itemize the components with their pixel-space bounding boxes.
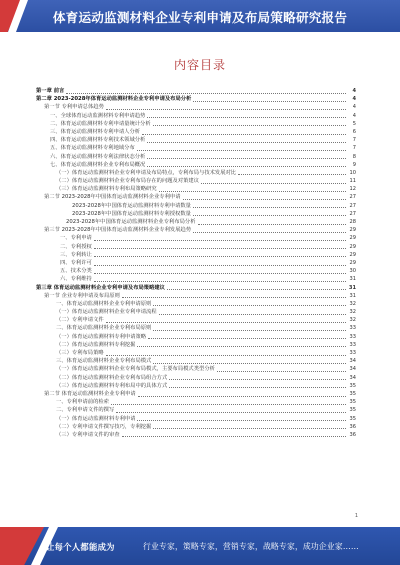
toc-leader-dots (153, 330, 346, 331)
toc-entry[interactable] (36, 136, 356, 144)
toc-entry[interactable] (36, 390, 356, 398)
toc-leader-dots (94, 265, 346, 266)
toc-entry-page: 29 (349, 259, 356, 266)
toc-entry-page: 32 (349, 309, 356, 316)
toc-entry-page: 27 (349, 194, 356, 201)
toc-entry-label: （三）体育运动监测材料专利布局策略研究 (56, 186, 157, 193)
table-of-contents (36, 87, 356, 439)
toc-entry[interactable] (36, 202, 356, 210)
toc-entry[interactable] (36, 251, 356, 259)
toc-heading: 内容目录 (173, 58, 226, 72)
toc-entry-label: 二、体育运动监测材料企业专利布局原则 (56, 325, 152, 332)
toc-entry-label: （二）专利申请文件撰写技巧，专利挖掘 (56, 423, 152, 430)
toc-entry-page: 4 (352, 96, 356, 103)
toc-leader-dots (159, 191, 346, 192)
toc-leader-dots (167, 289, 346, 290)
toc-entry-label: 二、体育运动监测材料专利申请量统计分析 (50, 120, 151, 127)
toc-entry[interactable] (36, 103, 356, 111)
toc-leader-dots (147, 117, 346, 118)
toc-entry-page: 31 (349, 276, 356, 283)
toc-leader-dots (106, 355, 346, 356)
toc-entry[interactable] (36, 259, 356, 267)
toc-entry[interactable] (36, 316, 356, 324)
toc-entry[interactable] (36, 243, 356, 251)
toc-leader-dots (137, 150, 346, 151)
toc-entry[interactable] (36, 415, 356, 423)
toc-entry-label: 一、专利申请前的检索 (56, 399, 109, 406)
toc-leader-dots (94, 256, 346, 257)
toc-entry-page: 27 (349, 210, 356, 217)
toc-leader-dots (147, 142, 346, 143)
toc-entry[interactable] (36, 120, 356, 128)
toc-entry-label: 二、专利授权 (60, 243, 92, 250)
toc-entry-page: 34 (349, 366, 356, 373)
toc-entry[interactable] (36, 226, 356, 234)
toc-entry[interactable] (36, 300, 356, 308)
toc-entry-label: 第二章 2023-2028年体育运动监测材料企业专利申请及布局分析 (36, 96, 192, 103)
toc-leader-dots (148, 338, 346, 339)
footer-slogan: 让每个人都能成为 (46, 542, 115, 552)
toc-entry[interactable] (36, 292, 356, 300)
page-number: 1 (354, 513, 358, 519)
toc-entry-page: 35 (349, 407, 356, 414)
toc-entry-page: 36 (349, 423, 356, 430)
toc-entry-label: 2023-2028年中国体育运动监测材料专利授权数量 (72, 210, 191, 217)
toc-leader-dots (153, 363, 346, 364)
toc-entry-label: 四、专利许可 (60, 259, 92, 266)
toc-entry-page: 29 (349, 251, 356, 258)
toc-entry-page: 28 (349, 219, 356, 225)
toc-entry[interactable] (36, 144, 356, 152)
toc-entry-label: （二）体育运动监测材料企业专利布局组合方式 (56, 374, 168, 381)
toc-entry-page: 32 (349, 300, 356, 307)
toc-entry[interactable] (36, 177, 356, 185)
toc-entry-label: （一）体育运动监测材料专利申请 (56, 415, 136, 422)
toc-leader-dots (183, 199, 347, 200)
toc-entry-page: 4 (352, 104, 356, 111)
toc-entry[interactable] (36, 153, 356, 161)
toc-entry-page: 35 (349, 390, 356, 397)
toc-entry-label: 二、专利申请文件的撰写 (56, 407, 115, 414)
toc-entry-page: 33 (349, 325, 356, 332)
toc-leader-dots (106, 109, 346, 110)
toc-leader-dots (217, 371, 346, 372)
toc-entry-label: 一、专利申请 (60, 235, 92, 242)
toc-entry[interactable] (36, 308, 356, 316)
toc-entry-page: 31 (348, 284, 356, 291)
toc-leader-dots (238, 174, 346, 175)
toc-entry-label: （一）体育运动监测材料企业专利申请及布局特点，专利布局与技术发展对比 (56, 169, 237, 176)
toc-leader-dots (193, 215, 346, 216)
toc-leader-dots (193, 101, 346, 102)
toc-entry-page: 8 (352, 153, 356, 160)
toc-leader-dots (94, 240, 346, 241)
toc-entry-label: 六、体育运动监测材料专利法律状态分析 (50, 153, 146, 160)
toc-entry-page: 11 (349, 178, 356, 185)
toc-entry-page: 32 (349, 317, 356, 324)
toc-entry[interactable] (36, 365, 356, 373)
toc-entry-page: 4 (352, 112, 356, 119)
footer-tagline: 行业专家，策略专家，营销专家，战略专家，成功企业家…… (143, 542, 359, 551)
toc-entry-label: 五、体育运动监测材料专利地域分布 (50, 145, 135, 152)
toc-entry-label: 2023-2028年中国体育运动监测材料企业专利布局分析 (66, 219, 196, 225)
toc-leader-dots (94, 281, 346, 282)
toc-entry-label: 一、全球体育运动监测材料专利申请趋势 (50, 112, 146, 119)
report-header-banner (0, 0, 400, 32)
toc-entry[interactable] (36, 234, 356, 242)
toc-entry-label: （一）体育运动监测材料企业专利申请流程 (56, 309, 157, 316)
toc-entry-label: 第三章 体育运动监测材料企业专利申请及布局策略建议 (36, 284, 165, 291)
toc-entry-label: 第一章 前言 (36, 88, 65, 94)
toc-entry-page: 6 (352, 128, 356, 135)
report-title: 体育运动监测材料企业专利申请及布局策略研究报告 (52, 10, 348, 25)
toc-entry[interactable] (36, 275, 356, 283)
toc-entry-page: 7 (352, 137, 356, 144)
toc-leader-dots (138, 396, 346, 397)
toc-leader-dots (153, 305, 346, 306)
toc-entry[interactable] (36, 210, 356, 218)
toc-leader-dots (111, 404, 346, 405)
toc-leader-dots (201, 183, 346, 184)
toc-leader-dots (193, 232, 346, 233)
toc-entry-page: 5 (352, 120, 356, 127)
toc-entry[interactable] (36, 349, 356, 357)
toc-entry-label: 三、体育运动监测材料企业专利布局模式 (56, 358, 152, 365)
toc-leader-dots (147, 158, 346, 159)
toc-entry[interactable] (36, 357, 356, 365)
toc-entry-page: 35 (349, 399, 356, 406)
toc-entry-page: 34 (349, 358, 356, 365)
toc-entry-page: 33 (349, 341, 356, 348)
toc-entry-label: 2023-2028年中国体育运动监测材料专利申请数量 (72, 202, 191, 209)
toc-entry-page: 35 (349, 382, 356, 389)
toc-leader-dots (94, 248, 346, 249)
toc-entry[interactable] (36, 87, 356, 95)
toc-entry-label: （二）体育运动监测材料专利挖掘 (56, 341, 136, 348)
toc-entry[interactable] (36, 218, 356, 226)
toc-entry[interactable] (36, 324, 356, 332)
toc-entry-label: （三）专利布局策略 (56, 350, 104, 356)
toc-entry[interactable] (36, 431, 356, 439)
toc-entry[interactable] (36, 161, 356, 169)
toc-entry-page: 10 (349, 169, 356, 176)
toc-leader-dots (116, 412, 346, 413)
toc-entry[interactable] (36, 333, 356, 341)
toc-entry-page: 35 (349, 415, 356, 422)
report-footer-banner (0, 527, 400, 565)
toc-entry-label: 四、体育运动监测材料专利技术领域分析 (50, 137, 146, 144)
toc-entry-label: （三）专利申请文件的审查 (56, 431, 120, 438)
toc-entry-label: 七、体育运动监测材料企业专利布局概况 (50, 161, 146, 168)
toc-entry-label: 三、体育运动监测材料专利申请人分析 (50, 128, 141, 135)
toc-entry[interactable] (36, 284, 356, 292)
toc-leader-dots (159, 314, 346, 315)
toc-entry[interactable] (36, 169, 356, 177)
toc-entry[interactable] (36, 406, 356, 414)
toc-entry-label: 第一节 专利申请总体趋势 (44, 104, 104, 111)
toc-leader-dots (153, 428, 346, 429)
toc-entry[interactable] (36, 128, 356, 136)
toc-entry-page: 33 (349, 333, 356, 340)
toc-entry[interactable] (36, 112, 356, 120)
toc-leader-dots (169, 387, 346, 388)
toc-entry-page: 9 (352, 161, 356, 168)
toc-entry[interactable] (36, 423, 356, 431)
toc-entry-label: 第二节 2023-2028年中国体育运动监测材料企业专利申请 (44, 194, 181, 201)
toc-entry-label: 一、体育运动监测材料企业专利申请原则 (56, 300, 152, 307)
toc-entry-page: 29 (349, 227, 356, 234)
toc-entry-label: 三、专利转让 (60, 251, 92, 258)
toc-entry[interactable] (36, 398, 356, 406)
toc-entry-label: （二）体育运动监测材料企业专利布局存在的问题及对策建议 (56, 178, 200, 185)
toc-leader-dots (106, 322, 346, 323)
toc-leader-dots (153, 125, 346, 126)
toc-entry[interactable] (36, 382, 356, 390)
toc-entry-label: 第三节 2023-2028年中国体育运动监测材料企业专利发展趋势 (44, 227, 192, 234)
toc-leader-dots (137, 420, 346, 421)
toc-entry-page: 4 (352, 88, 356, 94)
toc-leader-dots (94, 273, 346, 274)
toc-entry-page: 12 (349, 186, 356, 193)
toc-entry-page: 34 (349, 374, 356, 381)
toc-entry-label: 六、专利维持 (60, 276, 92, 283)
toc-entry[interactable] (36, 95, 356, 103)
toc-leader-dots (193, 207, 346, 208)
toc-entry-page: 29 (349, 235, 356, 242)
toc-entry[interactable] (36, 267, 356, 275)
toc-leader-dots (198, 224, 346, 225)
toc-entry[interactable] (36, 341, 356, 349)
toc-leader-dots (169, 379, 346, 380)
toc-leader-dots (66, 93, 346, 94)
toc-leader-dots (147, 166, 346, 167)
toc-entry[interactable] (36, 374, 356, 382)
toc-entry-label: 第一节 企业专利申请及布局原则 (44, 292, 120, 299)
toc-entry-label: 第二节 体育运动监测材料企业专利申请 (44, 390, 136, 397)
toc-entry-page: 30 (349, 268, 356, 275)
toc-entry-page: 31 (349, 292, 356, 299)
toc-entry-label: （三）体育运动监测材料专利布局中的具体方式 (56, 382, 168, 389)
toc-entry-page: 33 (349, 350, 356, 356)
toc-leader-dots (142, 134, 346, 135)
toc-entry-page: 7 (352, 145, 356, 152)
toc-entry-label: 五、技术分类 (60, 268, 92, 275)
toc-entry-page: 29 (349, 243, 356, 250)
toc-entry-label: （二）专利申请文件 (56, 317, 104, 324)
toc-leader-dots (137, 346, 346, 347)
toc-entry[interactable] (36, 185, 356, 193)
toc-entry-page: 36 (349, 431, 356, 438)
toc-entry[interactable] (36, 193, 356, 201)
toc-entry-page: 27 (349, 202, 356, 209)
toc-entry-label: （一）体育运动监测材料企业专利布局模式，主要布局模式类型分析 (56, 366, 215, 373)
toc-leader-dots (122, 297, 346, 298)
toc-entry-label: （一）体育运动监测材料专利申请策略 (56, 333, 147, 340)
toc-leader-dots (122, 436, 346, 437)
